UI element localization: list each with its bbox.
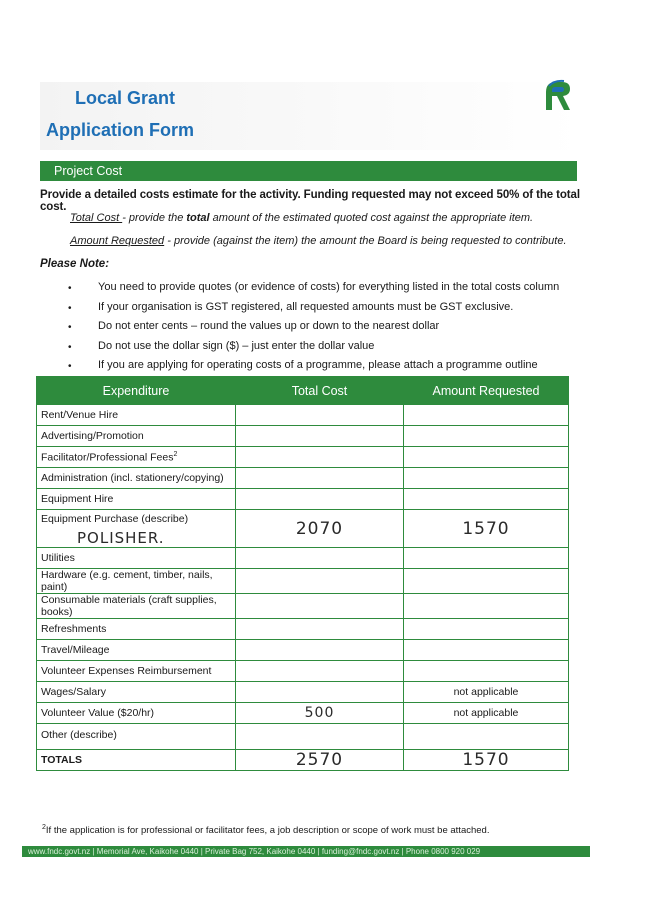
- row-label: Volunteer Expenses Reimbursement: [37, 661, 236, 682]
- expenditure-column-header: Expenditure: [37, 377, 236, 405]
- total-cost-cell[interactable]: [236, 426, 404, 447]
- amount-requested-definition: [70, 235, 567, 247]
- total-cost-cell[interactable]: [236, 640, 404, 661]
- intro-text: Provide a detailed costs estimate for the activity. Funding requested may not exceed 50% of the total cost.: [40, 189, 580, 213]
- definition-emphasis: total: [186, 212, 210, 224]
- project-cost-table: [36, 376, 569, 771]
- note-text: Do not use the dollar sign ($) – just enter the dollar value: [98, 339, 375, 352]
- council-logo-icon: [540, 76, 576, 112]
- total-cost-cell[interactable]: [236, 405, 404, 426]
- list-item: [64, 299, 584, 319]
- footnote-text: If the application is for professional or facilitator fees, a job description or scope of work must be attached.: [45, 825, 490, 837]
- footer-contact-bar: www.fndc.govt.nz | Memorial Ave, Kaikohe 0440 | Private Bag 752, Kaikohe 0440 | funding@fndc.govt.nz | Phone 0800 920 029: [22, 846, 590, 857]
- row-label: Utilities: [37, 548, 236, 569]
- amount-requested-cell[interactable]: [404, 447, 569, 468]
- row-label: Hardware (e.g. cement, timber, nails, paint): [37, 569, 236, 594]
- footnote-number: 2: [42, 824, 46, 831]
- total-cost-cell[interactable]: [236, 548, 404, 569]
- row-label-cell: [37, 510, 236, 548]
- bullet-icon: •: [68, 302, 72, 314]
- table-row: [37, 569, 569, 594]
- table-row: [37, 489, 569, 510]
- row-label: Advertising/Promotion: [37, 426, 236, 447]
- amount-requested-cell[interactable]: [404, 640, 569, 661]
- amount-requested-cell[interactable]: [404, 426, 569, 447]
- bullet-icon: •: [68, 283, 72, 294]
- total-cost-cell[interactable]: [236, 447, 404, 468]
- total-cost-cell[interactable]: [236, 594, 404, 619]
- footnote-marker: 2: [173, 450, 178, 458]
- row-label: Equipment Hire: [37, 489, 236, 510]
- amount-requested-term: Amount Requested: [70, 235, 165, 247]
- section-heading-bar: Project Cost: [40, 161, 577, 181]
- row-label: Volunteer Value ($20/hr): [37, 703, 236, 724]
- table-row: [37, 405, 569, 426]
- amount-requested-cell[interactable]: [404, 489, 569, 510]
- total-cost-column-header: Total Cost: [236, 377, 404, 405]
- total-cost-cell[interactable]: [236, 569, 404, 594]
- totals-total-cost[interactable]: 2570: [236, 750, 404, 771]
- form-title-line1: Local Grant: [75, 88, 176, 108]
- list-item: [64, 318, 584, 338]
- amount-requested-cell[interactable]: [404, 569, 569, 594]
- row-label: Travel/Mileage: [37, 640, 236, 661]
- totals-row: [37, 750, 569, 771]
- not-applicable-cell: not applicable: [404, 682, 569, 703]
- total-cost-cell[interactable]: [236, 468, 404, 489]
- amount-requested-cell[interactable]: [404, 548, 569, 569]
- table-row: [37, 682, 569, 703]
- total-cost-cell[interactable]: [236, 682, 404, 703]
- definition-text: - provide the: [122, 212, 187, 224]
- table-row: [37, 426, 569, 447]
- table-row: [37, 548, 569, 569]
- list-item: [64, 279, 584, 299]
- total-cost-cell[interactable]: [236, 489, 404, 510]
- total-cost-cell[interactable]: 500: [236, 703, 404, 724]
- amount-requested-cell[interactable]: [404, 661, 569, 682]
- row-label: Equipment Purchase (describe): [41, 513, 189, 525]
- amount-requested-cell[interactable]: [404, 724, 569, 750]
- definition-text: - provide (against the item) the amount the Board is being requested to contribute.: [164, 235, 567, 247]
- total-cost-cell[interactable]: [236, 724, 404, 750]
- please-note-heading: Please Note:: [40, 258, 110, 270]
- row-label: Administration (incl. stationery/copying): [37, 468, 236, 489]
- table-row: [37, 447, 569, 468]
- row-label: Other (describe): [37, 724, 236, 750]
- table-header-row: [37, 377, 569, 405]
- totals-amount-requested[interactable]: 1570: [404, 750, 569, 771]
- table-row: [37, 724, 569, 750]
- note-text: If you are applying for operating costs of a programme, please attach a programme outline: [98, 359, 538, 371]
- total-cost-cell[interactable]: 2070: [236, 510, 404, 548]
- row-label: Wages/Salary: [37, 682, 236, 703]
- row-label: Consumable materials (craft supplies, books): [37, 594, 236, 619]
- row-label: Rent/Venue Hire: [37, 405, 236, 426]
- table-row: [37, 619, 569, 640]
- bullet-icon: •: [68, 361, 72, 372]
- not-applicable-cell: not applicable: [404, 703, 569, 724]
- table-row: [37, 661, 569, 682]
- amount-requested-cell[interactable]: [404, 619, 569, 640]
- handwritten-description[interactable]: POLISHER.: [77, 529, 165, 547]
- row-label: Refreshments: [37, 619, 236, 640]
- note-text: You need to provide quotes (or evidence of costs) for everything listed in the total costs column: [98, 281, 560, 293]
- amount-requested-cell[interactable]: 1570: [404, 510, 569, 548]
- list-item: [64, 357, 584, 377]
- row-label: Facilitator/Professional Fees: [41, 451, 174, 464]
- list-item: [64, 338, 584, 358]
- note-text: If your organisation is GST registered, all requested amounts must be GST exclusive.: [98, 300, 514, 313]
- table-row: [37, 468, 569, 489]
- totals-label: TOTALS: [37, 750, 236, 771]
- table-row: [37, 510, 569, 548]
- form-title-line2: Application Form: [46, 120, 194, 140]
- table-row: [37, 703, 569, 724]
- amount-requested-cell[interactable]: [404, 468, 569, 489]
- table-row: [37, 594, 569, 619]
- footnote: [42, 824, 489, 836]
- notes-list: [64, 279, 584, 377]
- table-row: [37, 640, 569, 661]
- amount-requested-cell[interactable]: [404, 594, 569, 619]
- definition-text: amount of the estimated quoted cost against the appropriate item.: [209, 212, 534, 224]
- total-cost-cell[interactable]: [236, 661, 404, 682]
- total-cost-cell[interactable]: [236, 619, 404, 640]
- bullet-icon: •: [68, 322, 72, 333]
- bullet-icon: •: [68, 341, 72, 353]
- amount-requested-cell[interactable]: [404, 405, 569, 426]
- note-text: Do not enter cents – round the values up or down to the nearest dollar: [98, 320, 440, 332]
- total-cost-term: Total Cost: [70, 212, 123, 224]
- amount-requested-column-header: Amount Requested: [404, 377, 569, 405]
- total-cost-definition: [70, 212, 533, 224]
- row-label-cell: [37, 447, 236, 468]
